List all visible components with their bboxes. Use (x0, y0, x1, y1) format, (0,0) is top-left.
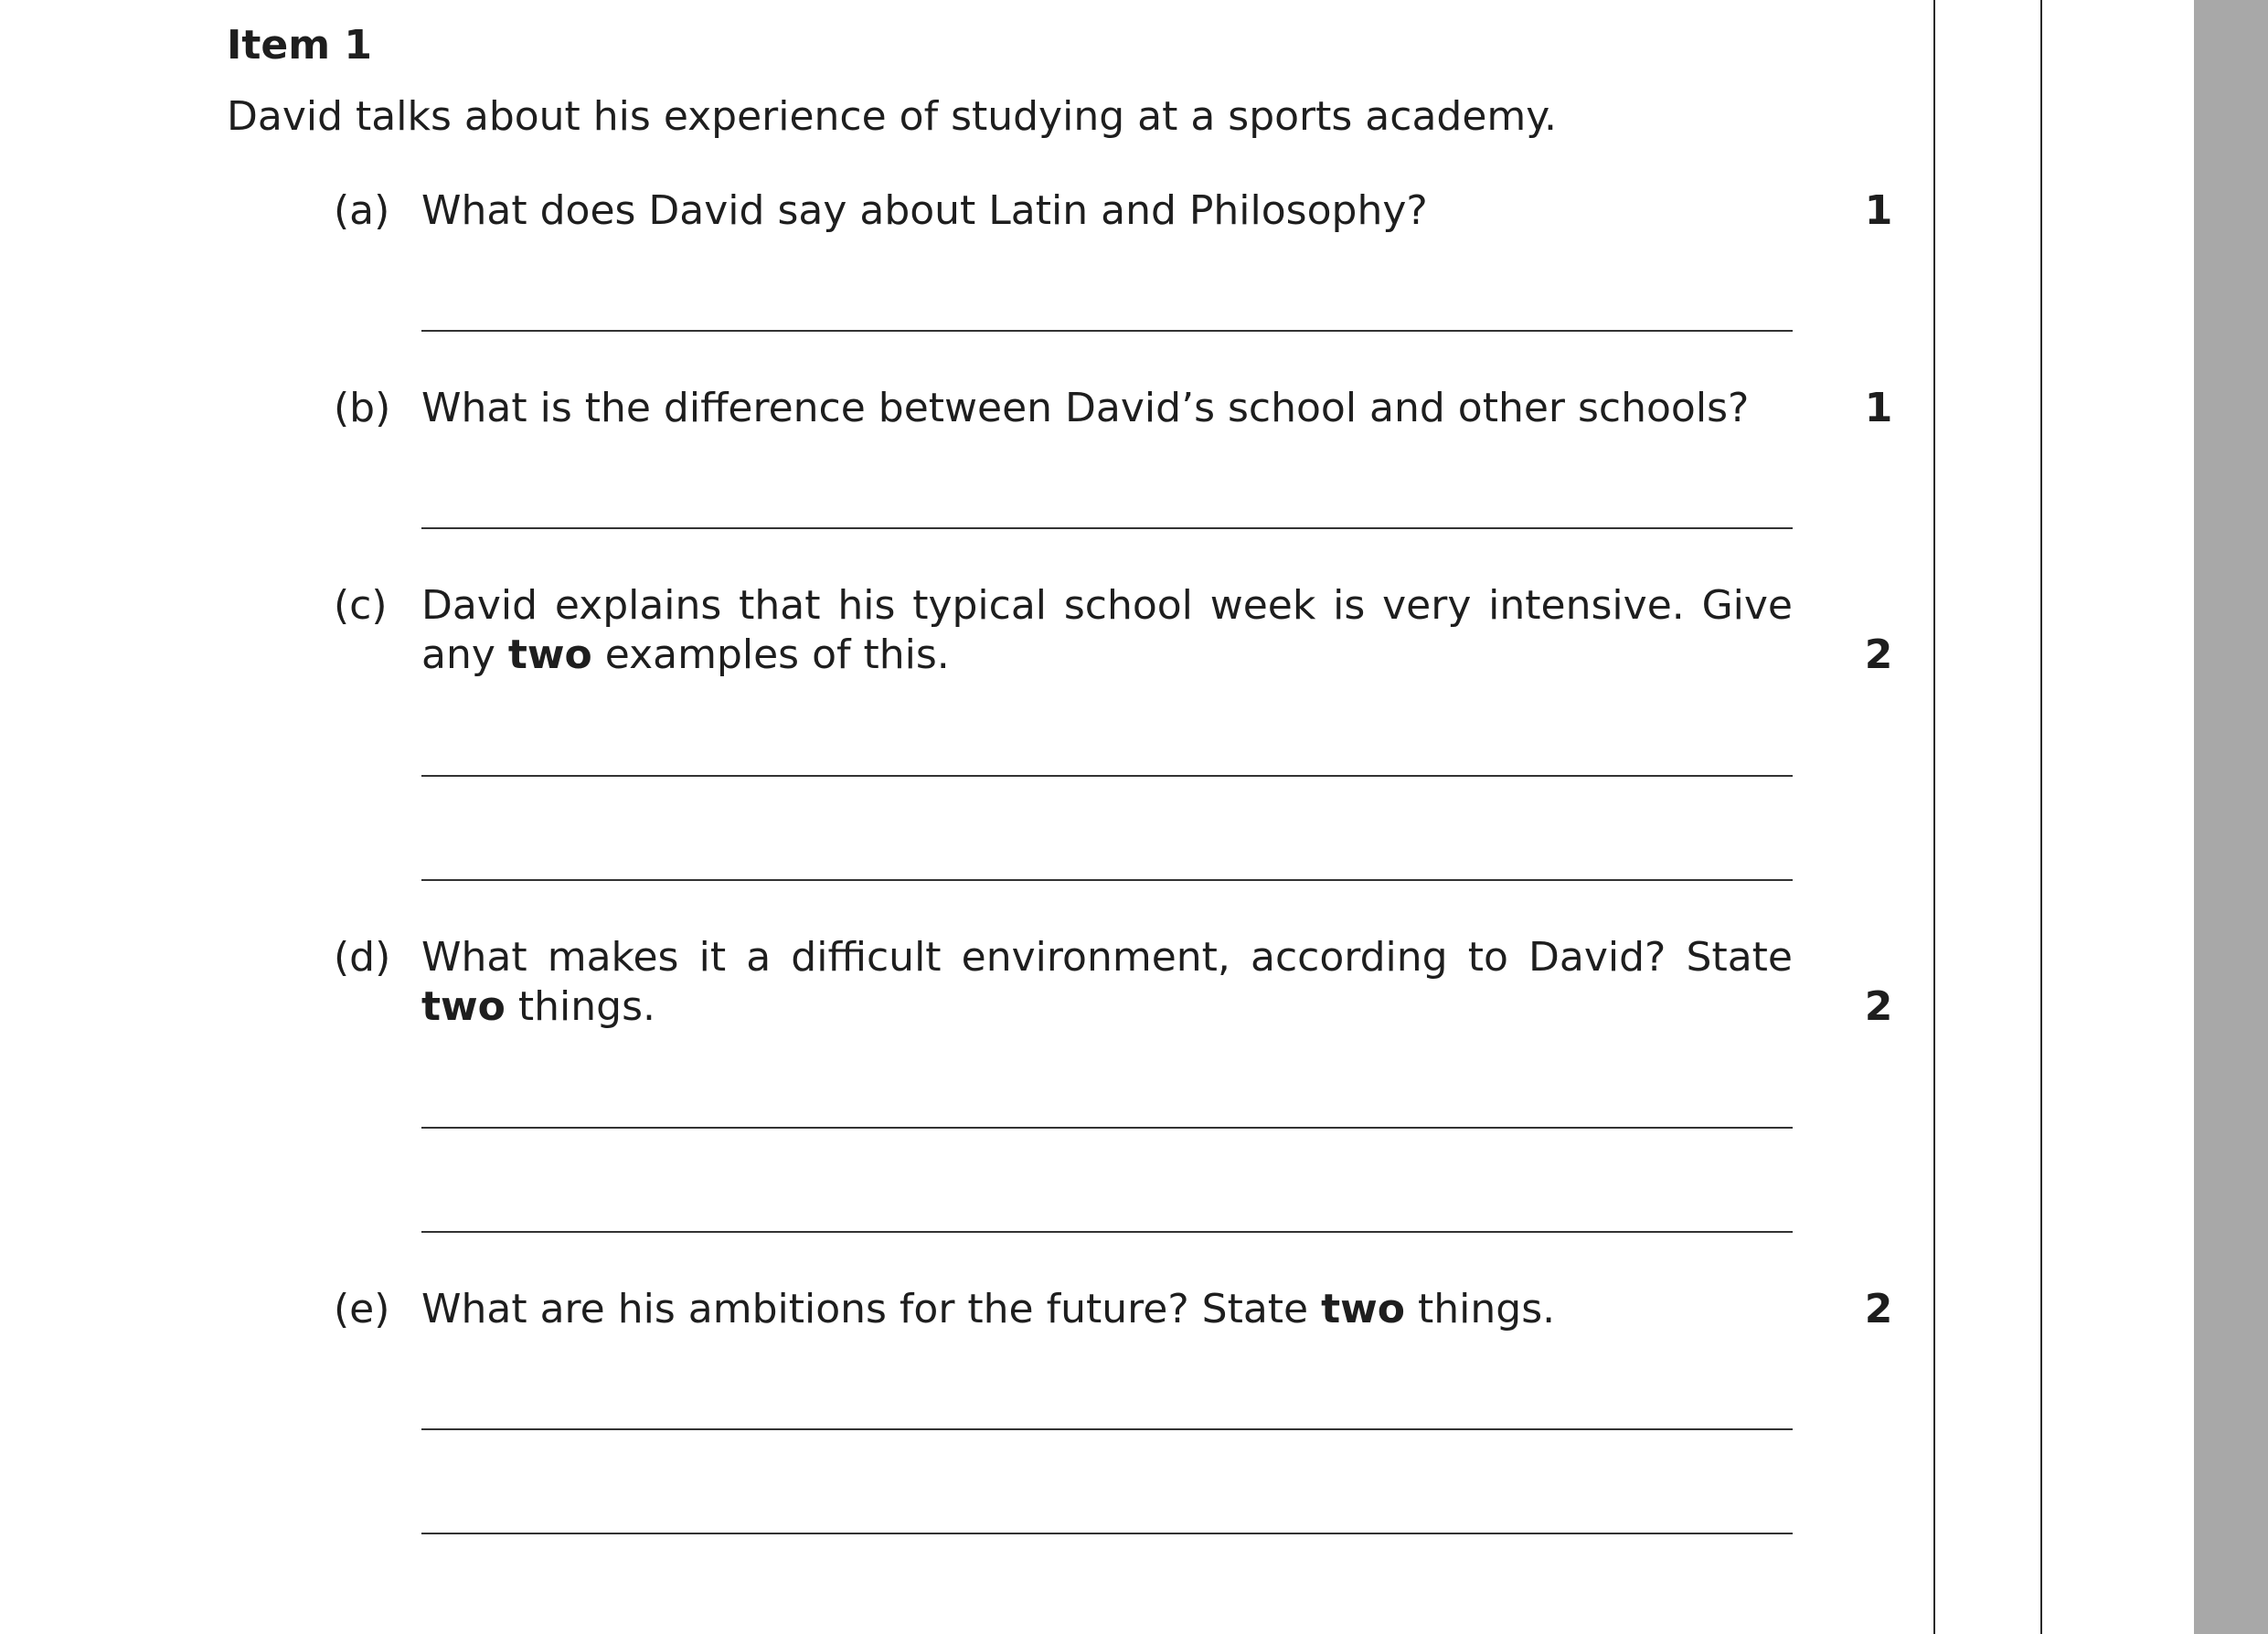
question-letter: (d) (334, 934, 391, 981)
answer-line[interactable] (421, 330, 1793, 332)
margin-rule (2040, 0, 2042, 1634)
question-text: What are his ambitions for the future? State two things. (421, 1286, 1556, 1332)
answer-line[interactable] (421, 1127, 1793, 1129)
answer-line[interactable] (421, 527, 1793, 529)
item-title: Item 1 (227, 22, 373, 69)
question-marks: 1 (1864, 187, 1893, 234)
question-marks: 2 (1864, 631, 1893, 678)
question-marks: 2 (1864, 1286, 1893, 1332)
question-text: What makes it a difficult environment, according to David? State two things. (421, 934, 1793, 1030)
question-letter: (a) (334, 187, 390, 234)
question-letter: (e) (334, 1286, 390, 1332)
emphasis-two: two (507, 631, 592, 678)
question-text: What does David say about Latin and Philosophy? (421, 187, 1428, 234)
answer-line[interactable] (421, 775, 1793, 777)
item-intro: David talks about his experience of studying at a sports academy. (227, 93, 1558, 140)
question-letter: (b) (334, 385, 391, 431)
emphasis-two: two (1321, 1286, 1406, 1332)
answer-line[interactable] (421, 879, 1793, 881)
question-marks: 1 (1864, 385, 1893, 431)
question-text: David explains that his typical school week is very intensive. Give any two examples of this. (421, 582, 1793, 678)
emphasis-two: two (421, 983, 506, 1030)
page-edge-margin (2194, 0, 2268, 1634)
question-marks: 2 (1864, 983, 1893, 1030)
answer-line[interactable] (421, 1428, 1793, 1430)
marks-column-rule (1933, 0, 1935, 1634)
question-text: What is the difference between David’s school and other schools? (421, 385, 1750, 431)
question-letter: (c) (334, 582, 388, 629)
answer-line[interactable] (421, 1533, 1793, 1534)
answer-line[interactable] (421, 1231, 1793, 1233)
